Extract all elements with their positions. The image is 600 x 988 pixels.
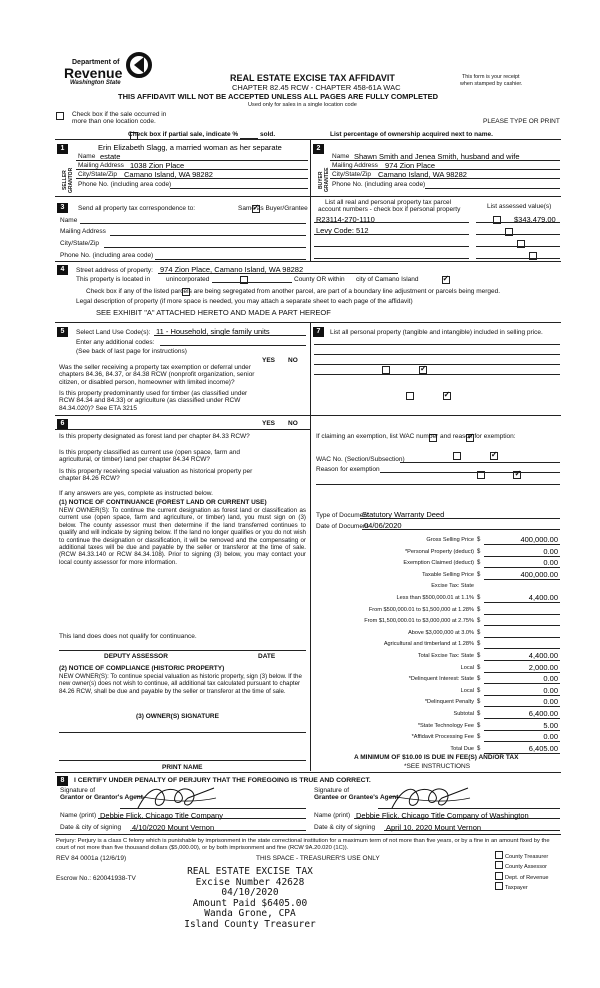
stamp-line-5: Wanda Grone, CPA [204, 908, 296, 919]
tax-row-field[interactable] [484, 614, 560, 615]
tax-row-field[interactable] [484, 602, 560, 603]
tax-row-currency: $ [477, 618, 481, 625]
reason-label: Reason for exemption [316, 466, 380, 473]
stamp-line-3: 04/10/2020 [221, 887, 279, 898]
tax-row-currency: $ [477, 641, 481, 648]
personal-property-line-2[interactable] [314, 354, 560, 355]
print-name-line[interactable] [59, 760, 306, 761]
levy-code[interactable]: Levy Code: 512 [316, 226, 369, 235]
tax-row-field[interactable] [484, 567, 560, 568]
grantor-date-value[interactable]: 4/10/2020 Mount Vernon [132, 823, 215, 832]
tax-row-value[interactable]: 0.00 [543, 674, 558, 684]
tax-row [314, 687, 560, 697]
city-of-label: city of Camano Island [356, 276, 419, 283]
tax-row-label: *Affidavit Processing Fee [411, 734, 474, 741]
segregated-label: Check box if any of the listed parcels are being segregated from another parcel, are part of a boundary line adjustment or parcels being merged. [86, 288, 501, 295]
receipt-note-2: when stamped by cashier. [460, 81, 523, 87]
copy-checkbox[interactable] [495, 872, 503, 880]
buyer-mailing-value[interactable]: 974 Zion Place [385, 161, 436, 170]
tax-row-currency: $ [477, 676, 481, 683]
tax-row-field[interactable] [484, 637, 560, 638]
certify-text: I CERTIFY UNDER PENALTY OF PERJURY THAT THE FOREGOING IS TRUE AND CORRECT. [74, 777, 371, 784]
tax-row-label: Less than $500,000.01 at 1.1% [396, 595, 474, 601]
copy-checkbox[interactable] [495, 851, 503, 859]
grantee-sig-label-2: Grantee or Grantee's Agent [314, 794, 399, 801]
seller-side-label: SELLER GRANTOR [62, 167, 74, 193]
partial-sale-sold: sold. [260, 131, 276, 138]
tax-row-field[interactable] [484, 579, 560, 580]
tax-row-field[interactable] [484, 706, 560, 707]
tax-row [314, 722, 560, 732]
tax-row-label: *State Technology Fee [417, 722, 474, 729]
grantee-signature-icon [384, 782, 474, 814]
s5-yes-header: YES [262, 357, 276, 364]
section-8-number: 8 [57, 776, 68, 786]
assessed-header: List assessed value(s) [487, 203, 552, 210]
see-instructions: *SEE INSTRUCTIONS [404, 763, 471, 770]
tax-row-value[interactable]: 0.00 [543, 546, 558, 556]
tax-row [314, 675, 560, 685]
owner-sig-label: (3) OWNER(S) SIGNATURE [136, 713, 219, 720]
tax-row [314, 536, 560, 546]
seller-name-label: Name [78, 153, 96, 160]
s6-q2: Is this property classified as current use (open space, farm and agricultural, or timber) land per chapter 84.34 RCW? [59, 449, 241, 464]
dor-line3: Washington State [70, 80, 121, 86]
tax-row-value[interactable]: 6,405.00 [528, 743, 558, 753]
s6-q1: Is this property designated as forest land per chapter 84.33 RCW? [59, 433, 250, 440]
buyer-city-label: City/State/Zip [332, 171, 372, 178]
multi-location-label-1: Check box if the sale occurred in [72, 111, 167, 118]
dor-logo [62, 52, 162, 88]
personal-property-line-4[interactable] [314, 374, 560, 375]
multi-location-checkbox[interactable] [56, 112, 64, 120]
s3-name-field[interactable] [80, 223, 306, 224]
tax-row-value[interactable]: 6,400.00 [528, 709, 558, 718]
tax-row-label: Local [460, 687, 474, 694]
perjury-text: Perjury: Perjury is a class C felony which is punishable by imprisonment in the state correctional institution for a maximum term of not more than five years, or by a fine in an amount fixed by the court of not more than five thousand dollars ($5,000.00), or by both imprisonment and fine (RCW 9A.20.020 (1C)). [56, 838, 550, 852]
stamp-line-2: Excise Number 42628 [195, 876, 305, 888]
tax-row-value[interactable]: 4,400.00 [528, 651, 558, 660]
treasurer-use: THIS SPACE - TREASURER'S USE ONLY [256, 855, 380, 862]
county-label: County OR within [294, 276, 345, 283]
grantor-sig-line[interactable] [120, 808, 306, 809]
notice1-body: NEW OWNER(S): To continue the current designation as forest land or classification as current use (open space, farm and agriculture, or timber) land, you must sign on (3) below. The county assessor must then determine if the land transferred continues to qualify and will indicate by signing below. If the land no longer qualifies or you do not wish to continue the designation or classification, it will be removed and the compensating or additional taxes will be due and payable by the seller or transferor at the time of sale. (RCW 84.33.140 or RCW 84.34.108). Prior to signing (3) below, you may contact your local county assessor for more information. [59, 507, 306, 566]
section-7-number: 7 [313, 327, 324, 337]
copy-distribution-list [495, 851, 549, 893]
top-rule [55, 139, 561, 140]
section-2-number: 2 [313, 144, 324, 154]
wac-no-label: WAC No. (Section/Subsection) [316, 456, 405, 463]
grantor-name-value[interactable]: Debbie Flick, Chicago Title Company [100, 811, 223, 820]
section-4-number: 4 [57, 265, 68, 275]
section-5-number: 5 [57, 327, 68, 337]
grantor-sig-label-1: Signature of [60, 787, 96, 794]
exhibit-text: SEE EXHIBIT "A" ATTACHED HERETO AND MADE A PART HEREOF [96, 308, 331, 317]
doc-date-label: Date of Document [316, 523, 369, 530]
s5-q2-no[interactable] [443, 392, 451, 400]
notice1-title: (1) NOTICE OF CONTINUANCE (FOREST LAND OR CURRENT USE) [59, 499, 267, 506]
buyer-phone-field[interactable] [425, 188, 560, 189]
buyer-name-value[interactable]: Shawn Smith and Jenea Smith, husband and wife [354, 152, 520, 161]
buyer-name-label: Name [332, 153, 350, 160]
parcel-header-1: List all real and personal property tax parcel [325, 199, 452, 206]
s5-q2-yes[interactable] [406, 392, 414, 400]
tax-row-field[interactable] [484, 648, 560, 649]
seller-name-value[interactable]: estate [100, 152, 121, 161]
wac-no-field[interactable] [400, 462, 560, 463]
city-checkbox[interactable] [442, 276, 450, 284]
s5-no-header: NO [288, 357, 298, 364]
grantee-sig-label-1: Signature of [314, 787, 350, 794]
section-1-number: 1 [57, 144, 68, 154]
s5-q1-yes[interactable] [382, 366, 390, 374]
seller-city-label: City/State/Zip [78, 171, 118, 178]
tax-row-label: Taxable Selling Price [422, 571, 474, 578]
seller-mailing-value[interactable]: 1038 Zion Place [130, 161, 185, 170]
tax-row [314, 606, 560, 616]
tax-row-label: Local [460, 664, 474, 671]
partial-sale-pct-field[interactable] [240, 131, 258, 139]
s3-phone-label: Phone No. (including area code) [60, 252, 154, 259]
dor-logo-icon [126, 52, 152, 78]
parcel-1-value[interactable]: R23114-270-1110 [316, 215, 375, 224]
tax-row-value[interactable]: 5.00 [543, 720, 558, 730]
copy-checkbox[interactable] [495, 861, 503, 869]
grantee-name-label: Name (print) [314, 812, 351, 819]
tax-row-label: Total Excise Tax: State [417, 653, 474, 659]
personal-property-line-3[interactable] [314, 364, 560, 365]
seller-phone-label: Phone No. (including area code) [78, 181, 172, 188]
print-name-label: PRINT NAME [162, 764, 203, 771]
tax-row-value[interactable]: 400,000.00 [520, 569, 558, 579]
dor-line2: Revenue [64, 65, 123, 81]
street-label: Street address of property: [76, 267, 153, 274]
deputy-assessor-line[interactable] [59, 650, 306, 651]
tax-row-label: Agricultural and timberland at 1.28% [383, 641, 474, 648]
escrow-number: Escrow No.: 620041938-TV [56, 875, 136, 882]
treasurer-stamp [160, 867, 340, 930]
stamp-line-4: Amount Paid $6405.00 [192, 897, 308, 909]
reason-field-2[interactable] [316, 484, 560, 485]
doc-date-value[interactable]: 04/06/2020 [364, 521, 402, 530]
tax-row [314, 559, 560, 569]
tax-row-currency: $ [477, 629, 481, 636]
assessed-1-value[interactable]: $343,479.00 [514, 215, 556, 224]
tax-row-label: Exemption Claimed (deduct) [403, 560, 474, 567]
stamp-line-1: REAL ESTATE EXCISE TAX [187, 866, 313, 877]
tax-row-currency: $ [477, 722, 481, 729]
s3-name-label: Name [60, 217, 78, 224]
tax-row-field[interactable] [484, 718, 560, 719]
tax-row-currency: $ [477, 664, 481, 671]
tax-row-value[interactable]: 4,400.00 [528, 593, 558, 602]
tax-row-currency: $ [477, 571, 481, 578]
tax-row [314, 710, 560, 720]
copy-label: Taxpayer [505, 885, 528, 892]
tax-row-field[interactable] [484, 672, 560, 673]
additional-codes: Enter any additional codes: [76, 339, 155, 346]
tax-row-label: From $1,500,000.01 to $3,000,000 at 2.75% [364, 618, 474, 625]
tax-row-field[interactable] [484, 741, 560, 742]
tax-row-label: Above $3,000,000 at 3.0% [408, 629, 474, 636]
land-use-value[interactable]: 11 - Household, single family units [156, 327, 270, 336]
tax-row-currency: $ [477, 595, 481, 601]
tax-row-value[interactable]: 0.00 [543, 732, 558, 742]
doc-type-label: Type of Document [316, 512, 369, 519]
tax-row-field[interactable] [484, 683, 560, 684]
tax-row-label: *Personal Property (deduct) [404, 548, 474, 555]
partial-sale-label: Check box if partial sale, indicate % [128, 131, 239, 138]
tax-row-currency: $ [477, 687, 481, 694]
s6-q3: Is this property receiving special valuation as historical property per chapter 84.26 RCW? [59, 468, 253, 483]
tax-row-label: From $500,000.01 to $1,500,000 at 1.28% [368, 606, 474, 613]
tax-row [314, 652, 560, 662]
tax-row-currency: $ [477, 537, 481, 543]
dor-line1: Department of [72, 59, 120, 66]
buyer-city-value[interactable]: Camano Island, WA 98282 [378, 170, 467, 179]
grantor-sig-label-2: Grantor or Grantor's Agent [60, 794, 143, 801]
grantee-name-value[interactable]: Debbie Flick, Chicago Title Company of Washington [356, 811, 529, 820]
copy-label: Dept. of Revenue [505, 874, 549, 881]
section-3-number: 3 [57, 203, 68, 213]
s3-city-field[interactable] [104, 247, 306, 248]
tax-row-label: Subtotal [453, 711, 474, 717]
tax-row [314, 617, 560, 627]
tax-row-value[interactable]: 0.00 [543, 558, 558, 568]
s3-phone-field[interactable] [155, 259, 306, 260]
additional-codes-field[interactable] [160, 345, 306, 346]
seller-mailing-label: Mailing Address [78, 162, 124, 169]
stamp-line-6: Island County Treasurer [184, 918, 316, 930]
tax-row [314, 640, 560, 650]
tax-row-field[interactable] [484, 695, 560, 696]
tax-row-currency: $ [477, 745, 481, 752]
tax-row-value[interactable]: 0.00 [543, 697, 558, 707]
copy-item[interactable] [495, 872, 549, 882]
grantee-date-label: Date & city of signing [314, 824, 376, 831]
qualify-label: This land does does not qualify for continuance. [59, 633, 197, 640]
buyer-phone-label: Phone No. (including area code) [332, 181, 426, 188]
grantee-date-value[interactable]: April 10, 2020 Mount Vernon [386, 823, 482, 832]
tax-row [314, 582, 560, 592]
list-percentage: List percentage of ownership acquired next to name. [330, 131, 493, 138]
tax-row-currency: $ [477, 606, 481, 613]
s6-no-header: NO [288, 420, 298, 427]
form-used-for: Used only for sales in a single location code [248, 102, 357, 108]
s5-q1-no[interactable] [419, 366, 427, 374]
s3-mailing-label: Mailing Address [60, 228, 106, 235]
tax-row [314, 664, 560, 674]
tax-row-currency: $ [477, 560, 481, 567]
copy-item[interactable] [495, 851, 549, 861]
please-type: PLEASE TYPE OR PRINT [483, 118, 560, 125]
buyer-mailing-label: Mailing Address [332, 162, 378, 169]
tax-row-field[interactable] [484, 556, 560, 557]
notice2-title: (2) NOTICE OF COMPLIANCE (HISTORIC PROPERTY) [59, 665, 225, 672]
copy-checkbox[interactable] [495, 882, 503, 890]
tax-row-field[interactable] [484, 730, 560, 731]
tax-row-value[interactable]: 400,000.00 [520, 535, 558, 544]
rev-number: REV 84 0001a (12/6/19) [56, 855, 127, 862]
tax-row-label: Total Due [450, 745, 474, 752]
s6-yes-header: YES [262, 420, 276, 427]
tax-row [314, 571, 560, 581]
grantee-sig-line[interactable] [378, 808, 560, 809]
reason-field[interactable] [380, 472, 560, 473]
copy-item[interactable] [495, 861, 549, 871]
tax-row-currency: $ [477, 734, 481, 741]
grantor-signature-icon [130, 782, 220, 814]
tax-row-currency: $ [477, 653, 481, 659]
located-label: This property is located in [76, 276, 151, 283]
tax-row-label: Gross Selling Price [426, 537, 474, 543]
copy-label: County Treasurer [505, 854, 549, 860]
s5-q1: Was the seller receiving a property tax exemption or deferral under chapters 84.36, 84.37, or 84.38 RCW (nonprofit organization, senior citizen, or disabled person, homeowner with limited income)? [59, 364, 255, 386]
tax-row-field[interactable] [484, 544, 560, 545]
s6-if-yes: If any answers are yes, complete as instructed below. [59, 490, 213, 497]
tax-row [314, 548, 560, 558]
street-value[interactable]: 974 Zion Place, Camano Island, WA 98282 [160, 265, 304, 274]
s6-q2-yes[interactable] [453, 452, 461, 460]
tax-row-label: Excise Tax: State [431, 583, 474, 590]
seller-city-value[interactable]: Camano Island, WA 98282 [124, 170, 213, 179]
multi-location-label-2: more than one location code. [72, 118, 156, 125]
send-correspondence-label: Send all property tax correspondence to: [78, 205, 196, 212]
s5-q2: Is this property predominantly used for timber (as classified under RCW 84.34 and 84.33) or agriculture (as classified under RCW 84.34.020)? See ETA 3215 [59, 390, 248, 412]
unincorporated-label: unincorporated [166, 276, 210, 283]
seller-name-line: Erin Elizabeth Slagg, a married woman as her separate [98, 143, 282, 152]
tax-row [314, 698, 560, 708]
tax-row-currency: $ [477, 711, 481, 717]
s6-q2-no[interactable] [490, 452, 498, 460]
form-chapter: CHAPTER 82.45 RCW - CHAPTER 458-61A WAC [232, 83, 401, 92]
s3-mailing-field[interactable] [110, 235, 306, 236]
section-1-2-divider [310, 140, 311, 197]
personal-property-line-1[interactable] [314, 344, 560, 345]
section-6-number: 6 [57, 419, 68, 429]
tax-row [314, 629, 560, 639]
tax-row-currency: $ [477, 699, 481, 706]
tax-row [314, 594, 560, 604]
form-title: REAL ESTATE EXCISE TAX AFFIDAVIT [230, 73, 395, 83]
tax-row [314, 733, 560, 743]
copy-label: County Assessor [505, 864, 547, 871]
s3-city-label: City/State/Zip [60, 240, 100, 247]
see-list: (See back of last page for instructions) [76, 348, 187, 355]
left-right-divider [310, 323, 311, 771]
notice2-body: NEW OWNER(S): To continue special valuation as historic property, sign (3) below. If the new owner(s) does not wish to continue, all additional tax calculated pursuant to chapter 84.26 RCW, shall be due and payable by the seller or transferor at the time of sale. [59, 673, 302, 695]
minimum-note: A MINIMUM OF $10.00 IS DUE IN FEE(S) AND/OR TAX [354, 754, 519, 761]
tax-row-label: *Delinquent Interest: State [408, 676, 474, 683]
tax-row-value[interactable]: 0.00 [543, 685, 558, 695]
tax-row-field[interactable] [484, 625, 560, 626]
doc-type-value[interactable]: Statutory Warranty Deed [362, 510, 445, 519]
tax-row-currency: $ [477, 548, 481, 555]
seller-phone-field[interactable] [170, 188, 308, 189]
grantor-date-label: Date & city of signing [60, 824, 122, 831]
exemption-label: If claiming an exemption, list WAC number and reason for exemption: [316, 433, 516, 440]
buyer-side-label: BUYER GRANTEE [318, 167, 330, 193]
land-use-label: Select Land Use Code(s): [76, 329, 151, 336]
tax-row-value[interactable]: 2,000.00 [528, 662, 558, 672]
legal-desc-label: Legal description of property (if more space is needed, you may attach a separate sheet to each page of the affidavit) [76, 298, 413, 305]
tax-row-label: *Delinquent Penalty [424, 699, 474, 706]
same-as-buyer-label: Same as Buyer/Grantee [238, 205, 308, 212]
receipt-note-1: This form is your receipt [462, 74, 520, 80]
owner-sig-line[interactable] [59, 732, 306, 733]
deputy-date-label: DATE [258, 653, 276, 660]
copy-item[interactable] [495, 882, 549, 892]
parcel-header-2: account numbers - check box if personal property [318, 206, 461, 213]
tax-row-field[interactable] [484, 660, 560, 661]
personal-property-label: List all personal property (tangible and intangible) included in selling price. [330, 329, 543, 336]
grantor-name-label: Name (print) [60, 812, 97, 819]
qualify-text [59, 633, 197, 640]
form-warning: THIS AFFIDAVIT WILL NOT BE ACCEPTED UNLESS ALL PAGES ARE FULLY COMPLETED [118, 92, 439, 101]
deputy-assessor-label: DEPUTY ASSESSOR [104, 653, 168, 660]
